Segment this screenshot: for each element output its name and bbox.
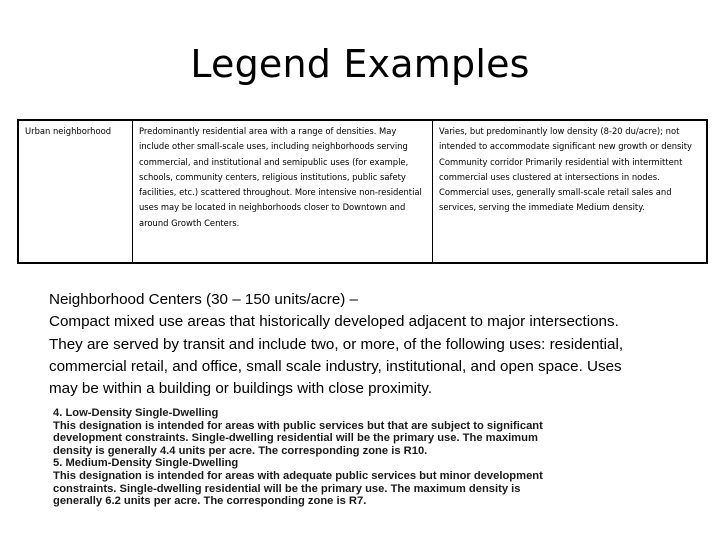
- text-line: They are served by transit and include two, or more, of the following uses: residential,: [49, 335, 624, 353]
- excerpt-line: This designation is intended for areas with adequate public services but minor development: [53, 469, 543, 482]
- table-cell-category: Urban neighborhood: [19, 121, 133, 262]
- text-line: commercial retail, and office, small scale industry, institutional, and open space. Uses: [49, 357, 622, 375]
- density-excerpt-image: [53, 407, 633, 508]
- table-cell-details: Varies, but predominantly low density (8-20 du/acre); not intended to accommodate significant new growth or density Community corridor Primarily residential with intermittent commercial uses clustered at intersections in nodes. Commercial uses, generally small-scale retail sales and services, serving the immediate Medium density.: [439, 126, 692, 213]
- text-line: may be within a building or buildings with close proximity.: [49, 380, 432, 398]
- slide-title: Legend Examples: [190, 42, 530, 86]
- excerpt-line: generally 6.2 units per acre. The corresponding zone is R7.: [53, 495, 367, 508]
- excerpt-line: constraints. Single-dwelling residential will be the primary use. The maximum density is: [53, 482, 521, 495]
- table-cell-description: Predominantly residential area with a range of densities. May include other small-scale uses, including neighborhoods serving commercial, and institutional and semipublic uses (for example, schools, community centers, religious institutions, public safety facilities, etc.) scattered throughout. More intensive non-residential uses may be located in neighborhoods closer to Downtown and around Growth Centers.: [133, 121, 433, 262]
- excerpt-line: density is generally 4.4 units per acre. The corresponding zone is R10.: [53, 444, 428, 457]
- legend-table: [17, 119, 708, 264]
- neighborhood-centers-text: [49, 289, 699, 400]
- excerpt-heading: 4. Low-Density Single-Dwelling: [53, 407, 219, 419]
- excerpt-heading: 5. Medium-Density Single-Dwelling: [53, 457, 239, 470]
- text-line: Compact mixed use areas that historically developed adjacent to major intersections.: [49, 313, 619, 331]
- excerpt-line: This designation is intended for areas with public services but that are subject to significant: [53, 419, 543, 432]
- text-line: Neighborhood Centers (30 – 150 units/acre) –: [49, 291, 359, 308]
- excerpt-line: development constraints. Single-dwelling residential will be the primary use. The maximum: [53, 432, 538, 445]
